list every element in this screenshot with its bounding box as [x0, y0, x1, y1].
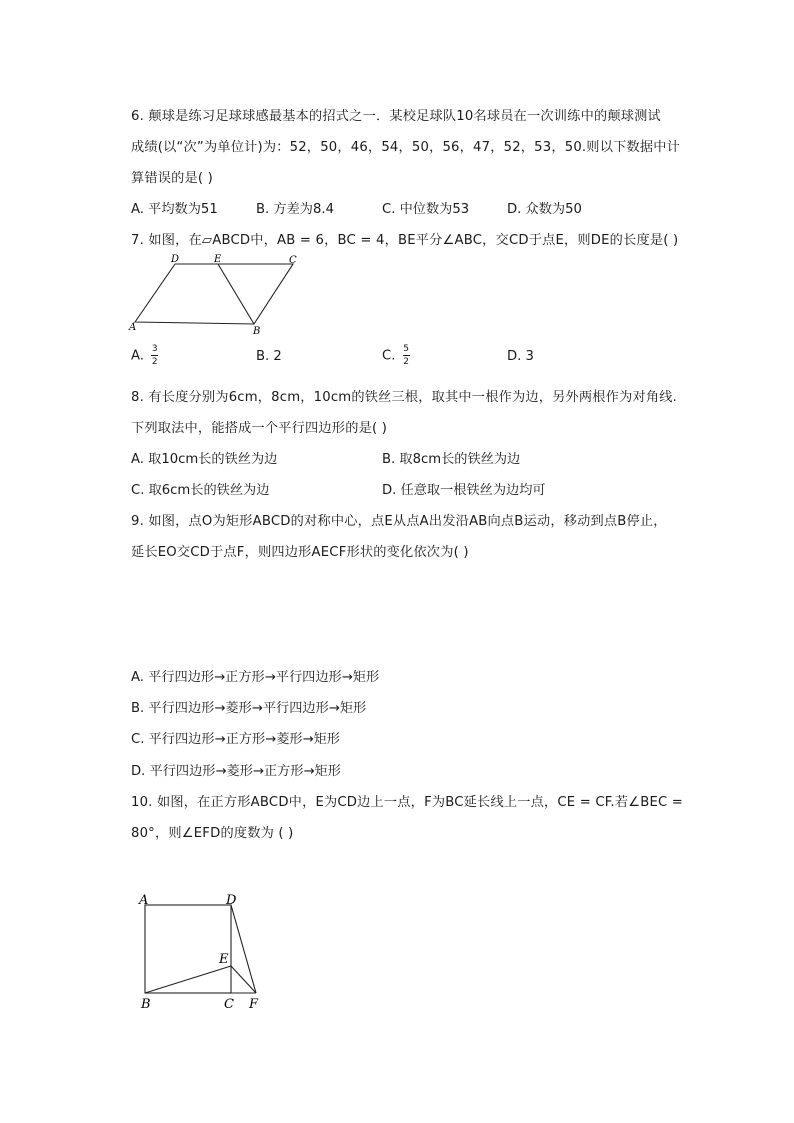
q9-line-1: 9. 如图，点O为矩形ABCD的对称中心，点E从点A出发沿AB向点B运动，移动到点B停止，: [131, 514, 667, 529]
q10-label-a: A: [139, 893, 149, 908]
q10-label-b: B: [141, 997, 151, 1012]
q10-line-2: 80°，则∠EFD的度数为 ( ): [131, 826, 294, 841]
q7-label-b: B: [253, 326, 261, 337]
q10-line-1: 10. 如图，在正方形ABCD中，E为CD边上一点，F为BC延长线上一点，CE = CF.若∠BEC =: [131, 795, 684, 810]
q7-option-a-fraction: [151, 344, 158, 367]
q6-option-c[interactable]: C. 中位数为53: [382, 202, 470, 217]
q7-label-a: A: [129, 322, 137, 333]
q7-option-a[interactable]: [131, 344, 158, 367]
q6-option-b[interactable]: B. 方差为8.4: [256, 202, 334, 217]
q10-square-figure: [136, 890, 270, 1014]
q7-option-c[interactable]: [382, 344, 410, 367]
q9-option-a[interactable]: A. 平行四边形→正方形→平行四边形→矩形: [131, 670, 380, 685]
q7-option-c-numerator: 5: [403, 344, 409, 354]
q7-option-d[interactable]: D. 3: [507, 349, 534, 364]
q7-option-b[interactable]: B. 2: [256, 349, 282, 364]
q7-option-c-denominator: 2: [403, 357, 409, 367]
q9-option-c[interactable]: C. 平行四边形→正方形→菱形→矩形: [131, 732, 340, 747]
q9-option-b[interactable]: B. 平行四边形→菱形→平行四边形→矩形: [131, 701, 367, 716]
q6-option-a[interactable]: A. 平均数为51: [131, 202, 218, 217]
q6-line-1: 6. 颠球是练习足球球感最基本的招式之一．某校足球队10名球员在一次训练中的颠球测试: [131, 109, 661, 124]
q10-label-d: D: [226, 893, 237, 908]
q7-label-c: C: [289, 255, 297, 266]
fraction-bar: [403, 355, 410, 356]
q7-parallelogram-figure: [128, 252, 308, 338]
q8-line-2: 下列取法中，能搭成一个平行四边形的是( ): [131, 421, 388, 436]
q7-option-a-denominator: 2: [151, 357, 158, 367]
q7-option-c-label: C.: [382, 348, 396, 364]
q7-line-1: 7. 如图，在▱ABCD中，AB = 6，BC = 4，BE平分∠ABC，交CD于点E，则DE的长度是( ): [131, 233, 679, 248]
q8-line-1: 8. 有长度分别为6cm，8cm，10cm的铁丝三根，取其中一根作为边，另外两根作为对角线.: [131, 390, 678, 405]
q7-option-c-fraction: [403, 344, 410, 367]
q6-line-2: 成绩(以“次”为单位计)为：52，50，46，54，50，56，47，52，53，50.则以下数据中计: [131, 140, 681, 155]
q10-label-e: E: [219, 952, 229, 967]
q7-label-d: D: [171, 254, 180, 265]
q9-line-2: 延长EO交CD于点F，则四边形AECF形状的变化依次为( ): [131, 545, 469, 560]
q7-label-e: E: [214, 254, 222, 265]
q6-option-d[interactable]: D. 众数为50: [507, 202, 582, 217]
q8-option-a[interactable]: A. 取10cm长的铁丝为边: [131, 452, 278, 467]
q6-line-3: 算错误的是( ): [131, 171, 214, 186]
q10-label-c: C: [224, 997, 234, 1012]
q10-label-f: F: [249, 997, 259, 1012]
fraction-bar: [151, 355, 158, 356]
q8-option-d[interactable]: D. 任意取一根铁丝为边均可: [382, 483, 546, 498]
q7-option-a-label: A.: [131, 348, 144, 364]
q7-option-a-numerator: 3: [151, 344, 158, 354]
q8-option-c[interactable]: C. 取6cm长的铁丝为边: [131, 483, 270, 498]
q9-option-d[interactable]: D. 平行四边形→菱形→正方形→矩形: [131, 764, 341, 779]
q8-option-b[interactable]: B. 取8cm长的铁丝为边: [382, 452, 521, 467]
